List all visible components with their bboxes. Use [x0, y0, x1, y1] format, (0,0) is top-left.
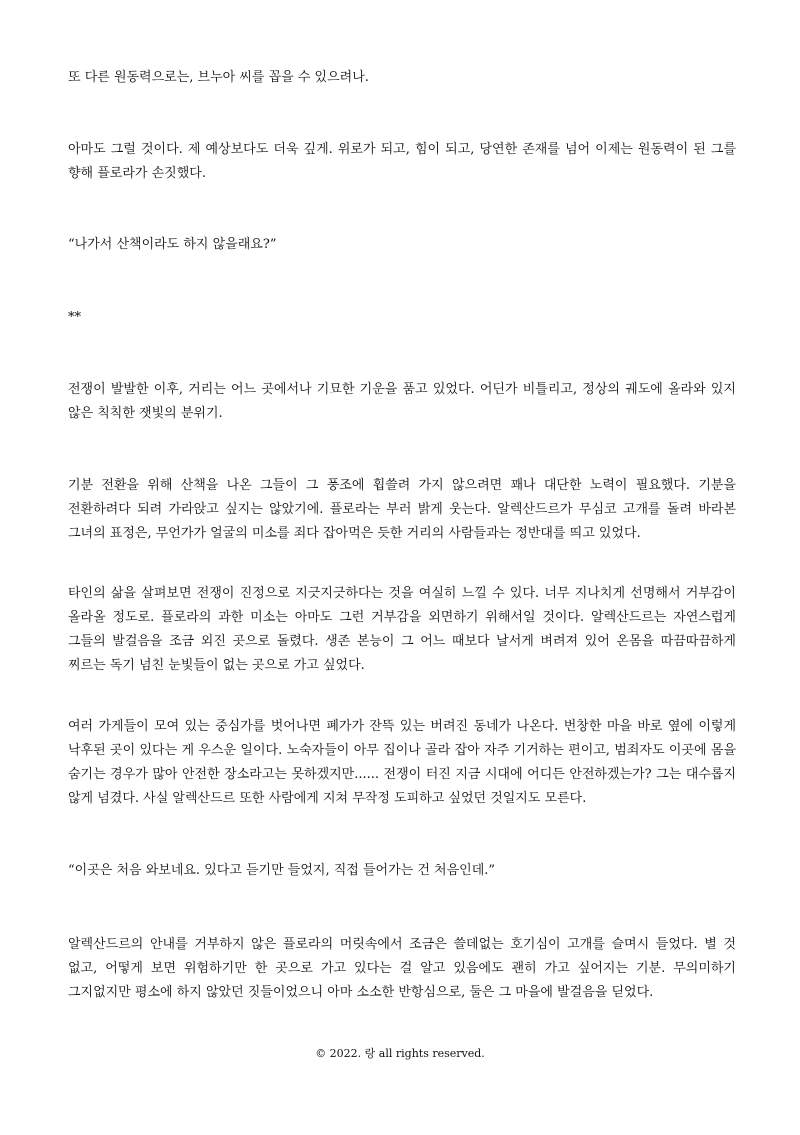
paragraph: 타인의 삶을 살펴보면 전쟁이 진정으로 지긋지긋하다는 것을 여실히 느낄 수 있다. 너무 지나치게 선명해서 거부감이 올라올 정도로. 플로라의 과한 미소는 아마도 그런 거부감을 외면하기 위해서일 것이다. 알렉산드르는 자연스럽게 그들의 발걸음을 조금 외진 곳으로 돌렸다. 생존 본능이 그 어느 때보다 날서게 벼려져 있어 온몸을 따끔따끔하게 찌르는 독기 넘친 눈빛들이 없는 곳으로 가고 싶었다.	[68, 586, 736, 673]
paragraph: 기분 전환을 위해 산책을 나온 그들이 그 풍조에 휩쓸려 가지 않으려면 꽤나 대단한 노력이 필요했다. 기분을 전환하려다 되려 가라앉고 싶지는 않았기에. 플로라는 부러 밝게 웃는다. 알렉산드르가 무심코 고개를 돌려 바라본 그녀의 표정은, 무언가가 얼굴의 미소를 죄다 잡아먹은 듯한 거리의 사람들과는 정반대를 띄고 있었다.	[68, 478, 736, 541]
paragraph: 전쟁이 발발한 이후, 거리는 어느 곳에서나 기묘한 기운을 품고 있었다. 어딘가 비틀리고, 정상의 궤도에 올라와 있지 않은 칙칙한 잿빛의 분위기.	[68, 382, 736, 421]
dialogue-line: “나가서 산책이라도 하지 않을래요?”	[68, 237, 277, 252]
paragraph: 알렉산드르의 안내를 거부하지 않은 플로라의 머릿속에서 조금은 쓸데없는 호기심이 고개를 슬며시 들었다. 별 것 없고, 어떻게 보면 위험하기만 한 곳으로 가고 있다는 걸 알고 있음에도 괜히 가고 싶어지는 기분. 무의미하기 그지없지만 평소에 하지 않았던 짓들이었으니 아마 소소한 반항심으로, 둘은 그 마을에 발걸음을 딛었다.	[68, 937, 736, 1000]
paragraph: 여러 가게들이 모여 있는 중심가를 벗어나면 폐가가 잔뜩 있는 버려진 동네가 나온다. 번창한 마을 바로 옆에 이렇게 낙후된 곳이 있다는 게 우스운 일이다. 노숙자들이 아무 집이나 골라 잡아 자주 기거하는 편이고, 범죄자도 이곳에 몸을 숨기는 경우가 많아 안전한 장소라고는 못하겠지만...... 전쟁이 터진 지금 시대에 어디든 안전하겠는가? 그는 대수롭지 않게 넘겼다. 사실 알렉산드르 또한 사람에게 지쳐 무작정 도피하고 싶었던 것일지도 모른다.	[68, 719, 736, 806]
dialogue-line: “이곳은 처음 와보네요. 있다고 듣기만 들었지, 직접 들어가는 건 처음인데.”	[68, 863, 496, 878]
paragraph: 또 다른 원동력으로는, 브누아 씨를 꼽을 수 있으려나.	[68, 70, 369, 85]
paragraph: 아마도 그럴 것이다. 제 예상보다도 더욱 깊게. 위로가 되고, 힘이 되고, 당연한 존재를 넘어 이제는 원동력이 된 그를 향해 플로라가 손짓했다.	[68, 142, 736, 181]
scene-break: **	[68, 310, 81, 325]
copyright-footer: © 2022. 랑 all rights reserved.	[315, 1047, 485, 1060]
